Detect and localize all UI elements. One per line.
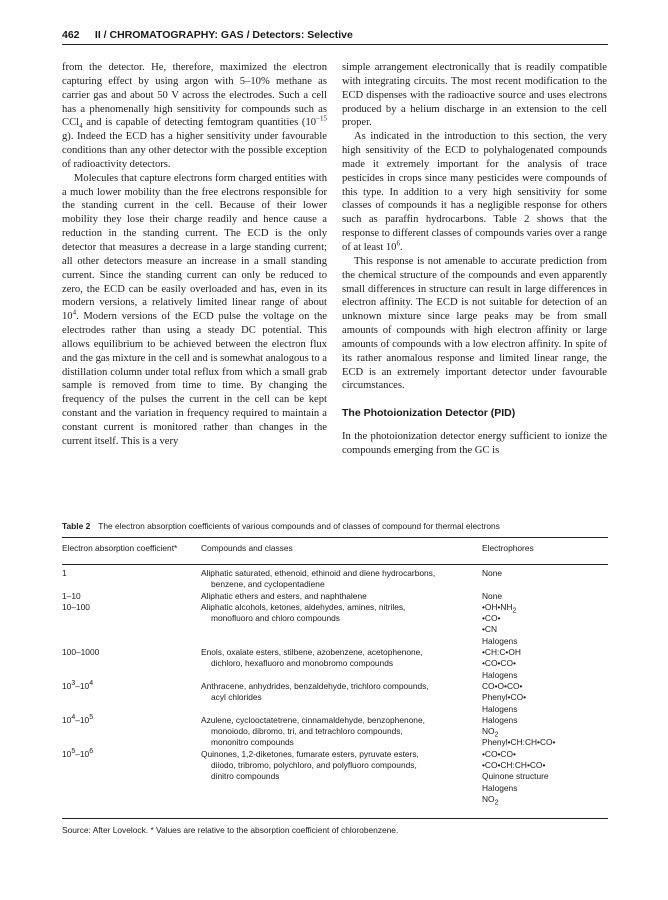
table-row: 1 Aliphatic saturated, ethenoid, ethinoid and diene hydrocarbons, benzene, and cyclopentadiene None — [62, 568, 503, 590]
right-paragraph-2: As indicated in the introduction to this section, the very high sensitivity of the ECD to polyhalogenated compounds made it extremely important for the analysis of trace pesticides in crops since many pesticides were compounds of this type. In addition to a very high sensitivity for some classes of compounds it has a negligible response for others such as paraffin hydrocarbons. Table 2 shows that the response to different classes of compounds varies over a range of at least $10^6$. — [342, 131, 607, 253]
table-rule-top — [62, 537, 608, 538]
page-number: 462 — [62, 29, 80, 41]
table-row: $10^3-10^4$ Anthracene, anhydrides, benzaldehyde, trichloro compounds, acyl chlorides CO•O•CO• Phenyl•CO• Halogens — [62, 680, 527, 714]
table-row: $10^4-10^5$ Azulene, cyclooctatetrene, cinnamaldehyde, benzophenone, monoiodo, dibromo, tri, and tetrachloro compounds, mononitro compounds Halogens $NO_2$ Phenyl•CH:CH•CO• — [62, 714, 556, 748]
table-row: 1–10 Aliphatic ethers and esters, and naphthalene None — [62, 590, 503, 601]
left-column — [62, 61, 327, 449]
table-label: Table 2 — [62, 521, 91, 531]
table-caption-text: The electron absorption coefficients of various compounds and of classes of compound for thermal electrons — [98, 521, 500, 531]
table-caption — [62, 521, 608, 531]
data-table — [62, 543, 608, 805]
table-rule-bottom — [62, 818, 608, 819]
table-row: 10–100 Aliphatic alcohols, ketones, aldehydes, amines, nitriles, monofluoro and chloro compounds $•OH•NH_2$ •CO• •CN Halogens — [62, 601, 518, 646]
left-paragraph-1: from the detector. He, therefore, maximized the electron capturing effect by using argon with 5–10% methane as carrier gas and about 50 V across the electrodes. Such a cell has a phenomenally high sensitivity for compounds such as CCl$_4$ and is capable of detecting femtogram quantities ($10^{-15}$ g). Indeed the ECD has a higher sensitivity under favourable conditions than any other detector with the possible exception of radioactivity detectors. — [62, 62, 327, 170]
right-column — [342, 61, 607, 458]
left-paragraph-2: Molecules that capture electrons form charged entities with a much lower mobility than the free electrons responsible for the standing current in the cell. Because of their lower mobility they lose their charge readily and hence cause a reduction in the standing current. The ECD is the only detector that measures a decrease in a large standing current; all other detectors measure an increase in a small standing current. Since the standing current can only be reduced to zero, the ECD can be easily overloaded and has, even in its modern versions, a relatively limited linear range of about $10^4$. Modern versions of the ECD pulse the voltage on the electrodes rather than using a steady DC potential. This allows equilibrium to be achieved between the electron flux and the gas mixture in the cell and is somewhat analogous to a distillation column under total reflux from which a small grab sample is removed from time to time. By changing the frequency of the pulses the current in the cell can be kept constant and the variation in frequency required to maintain a constant current is monitored rather than changes in the current itself. This is a very — [62, 172, 327, 447]
table-header-rule — [62, 564, 608, 565]
right-paragraph-4: In the photoionization detector energy sufficient to ionize the compounds emerging from the GC is — [342, 431, 607, 456]
header-compounds: Compounds and classes — [201, 543, 293, 553]
right-paragraph-3: This response is not amenable to accurate prediction from the chemical structure of the compounds and even apparently small differences in structure can result in large differences in electron affinity. The ECD is not suitable for detection of an unknown mixture since large peaks may be from small amounts of compounds with high electron affinity or large amounts of compounds with a low electron affinity. In spite of its rather anomalous response and limited linear range, the ECD is an extremely important detector under favourable circumstances. — [342, 255, 607, 392]
table-footnote: Source: After Lovelock. * Values are relative to the absorption coefficient of chlorobenzene. — [62, 825, 399, 835]
right-paragraph-1: simple arrangement electronically that is readily compatible with integrating circuits. The most recent modification to the ECD dispenses with the radioactive source and uses electrons produced by a helium discharge in an extension to the cell proper. — [342, 62, 607, 129]
running-title: II / CHROMATOGRAPHY: GAS / Detectors: Selective — [94, 29, 353, 41]
table-header-row — [62, 543, 608, 562]
running-header — [62, 29, 608, 43]
header-rule — [62, 44, 608, 45]
table-row: $10^5-10^6$ Quinones, 1,2-diketones, fumarate esters, pyruvate esters, diiodo, tribromo, polychloro, and polyfluoro compounds, dinitro compounds •CO•CO• •CO•CH:CH•CO• Quinone structure Halogens $NO_2$ — [62, 747, 549, 807]
table-row: 100–1000 Enols, oxalate esters, stilbene, azobenzene, acetophenone, dichloro, hexafluoro and monobromo compounds •CH:C•OH •CO•CO• Halogens — [62, 647, 521, 680]
header-coefficient: Electron absorption coefficient* — [62, 543, 178, 553]
header-electrophores: Electrophores — [482, 543, 534, 553]
section-heading-pid: The Photoionization Detector (PID) — [342, 407, 516, 420]
